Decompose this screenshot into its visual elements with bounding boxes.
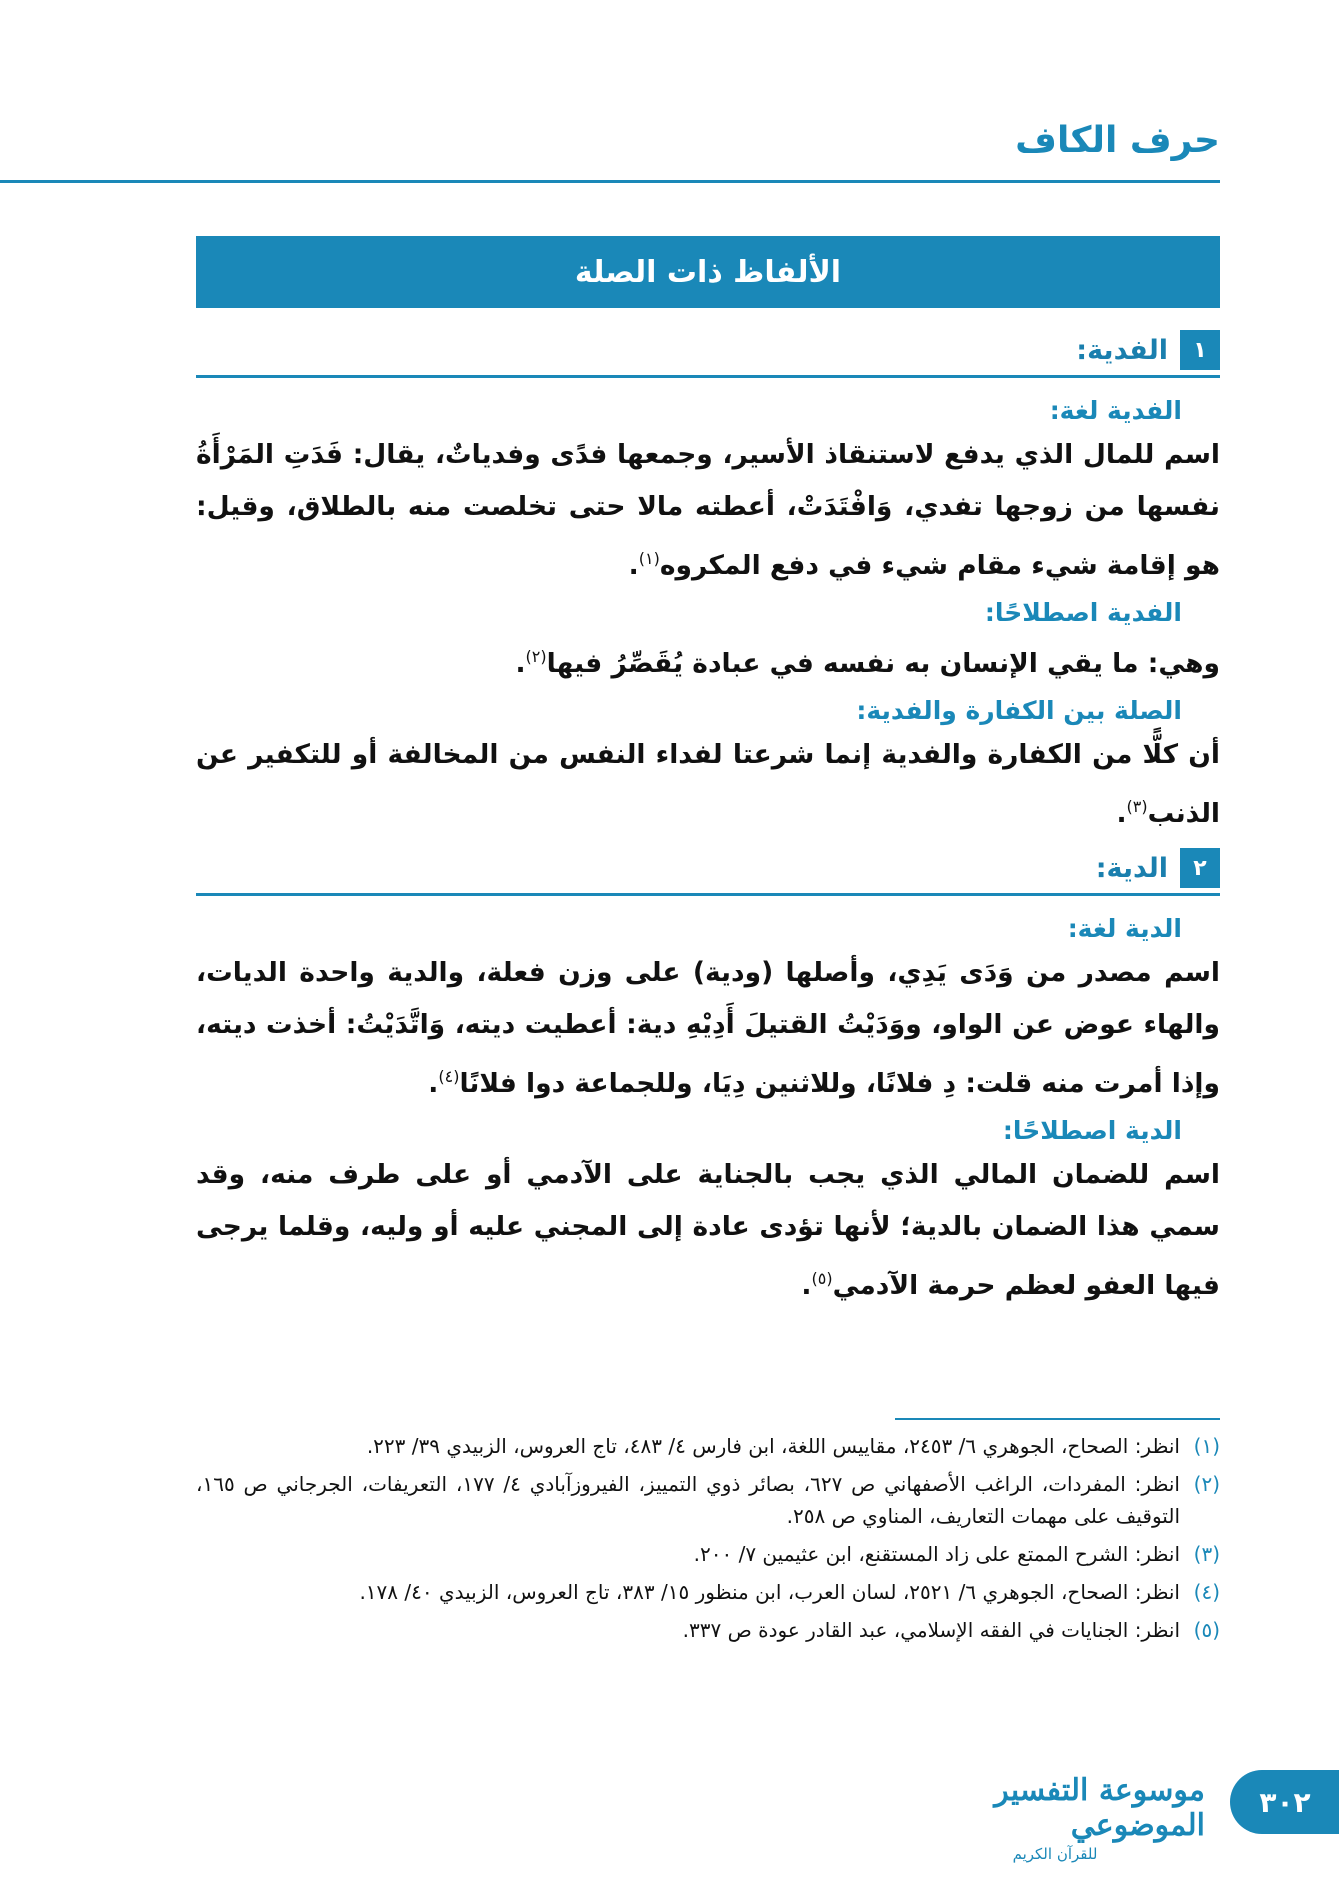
footnote-text: انظر: الصحاح، الجوهري ٦/ ٢٤٥٣، مقاييس اللغة، ابن فارس ٤/ ٤٨٣، تاج العروس، الزبيدي ٣٩/ ٢٢٣. [366,1434,1180,1458]
footnotes [196,1430,1220,1652]
paragraph-text: وهي: ما يقي الإنسان به نفسه في عبادة يُقَصِّرُ فيها [546,647,1220,679]
footnote-ref[interactable]: (٤) [438,1067,460,1087]
subheading: الصلة بين الكفارة والفدية: [856,695,1182,725]
footnote-text: انظر: المفردات، الراغب الأصفهاني ص ٦٢٧، بصائر ذوي التمييز، الفيروزآبادي ٤/ ١٧٧، التعريفات، الجرجاني ص ١٦٥، التوقيف على مهمات التعاريف، المناوي ص ٢٥٨. [196,1472,1180,1528]
footnote-ref[interactable]: (٢) [525,646,547,666]
footnote-ref[interactable]: (٣) [1126,796,1148,816]
footnote-text: انظر: الصحاح، الجوهري ٦/ ٢٥٢١، لسان العرب، ابن منظور ١٥/ ٣٨٣، تاج العروس، الزبيدي ٤٠/ ١٧٨. [359,1580,1180,1604]
banner-title: الألفاظ ذات الصلة [574,254,842,290]
footnote-number: (٤) [1193,1580,1220,1604]
footnote-ref[interactable]: (٥) [811,1269,833,1289]
footnote [196,1430,1220,1462]
paragraph: اسم مصدر من وَدَى يَدِي، وأصلها (ودية) على وزن فعلة، والدية واحدة الديات، والهاء عوض عن الواو، ووَدَيْتُ القتيلَ أَدِيْهِ دية: أعطيت ديته، وَاتَّدَيْتُ: أخذت ديته، وإذا أمرت منه قلت: دِ فلانًا، وللاثنين دِيَا، وللجماعة دوا فلانًا$^{(٤)}$. [196,957,1220,1100]
section-heading [196,325,1220,378]
section-banner [196,236,1220,308]
page-number: ٣٠٢ [1230,1770,1339,1834]
footnote-rule [895,1418,1220,1420]
logo-title: موسوعة التفسير الموضوعي [994,1773,1205,1843]
paragraph: وهي: ما يقي الإنسان به نفسه في عبادة يُقَصِّرُ فيها$^{(٢)}$. [515,646,1220,679]
main-content [196,325,1220,1316]
subheading: الفدية لغة: [1049,396,1182,425]
paragraph: اسم للضمان المالي الذي يجب بالجناية على الآدمي أو على طرف منه، وقد سمي هذا الضمان بالدية؛ لأنها تؤدى عادة إلى المجني عليه أو وليه، وقلما يرجى فيها العفو لعظم حرمة الآدمي$^{(٥)}$. [196,1159,1220,1302]
subheading: الدية لغة: [1067,914,1182,944]
header-rule [0,180,1220,183]
section-title: الفدية: [1076,334,1168,366]
footnote-number: (١) [1193,1434,1220,1458]
footnote-ref[interactable]: (١) [638,549,660,568]
footnote-number: (٥) [1193,1618,1220,1642]
section-2 [196,843,1220,1312]
section-1 [196,325,1220,839]
subheading: الدية اصطلاحًا: [1002,1116,1182,1146]
footnote [196,1538,1220,1570]
paragraph-text: اسم مصدر من وَدَى يَدِي، وأصلها (ودية) على وزن فعلة، والدية واحدة الديات، والهاء عوض عن الواو، ووَدَيْتُ القتيلَ أَدِيْهِ دية: أعطيت ديته، وَاتَّدَيْتُ: أخذت ديته، وإذا أمرت منه قلت: دِ فلانًا، وللاثنين دِيَا، وللجماعة دوا فلانًا [196,957,1220,1100]
footnote-number: (٢) [1193,1472,1220,1496]
footnote-number: (٣) [1193,1542,1220,1566]
footnote [196,1468,1220,1532]
encyclopedia-logo [905,1773,1205,1863]
paragraph-text: اسم للضمان المالي الذي يجب بالجناية على الآدمي أو على طرف منه، وقد سمي هذا الضمان بالدية؛ لأنها تؤدى عادة إلى المجني عليه أو وليه، وقلما يرجى فيها العفو لعظم حرمة الآدمي [196,1159,1220,1302]
logo-subtitle: للقرآن الكريم [1012,1845,1098,1863]
footnote [196,1614,1220,1646]
section-heading [196,843,1220,896]
section-title: الدية: [1095,852,1168,884]
footnote-text: انظر: الجنايات في الفقه الإسلامي، عبد القادر عودة ص ٣٣٧. [682,1618,1180,1642]
footnote [196,1576,1220,1608]
paragraph-text: اسم للمال الذي يدفع لاستنقاذ الأسير، وجمعها فدًى وفدياتٌ، يقال: فَدَتِ المَرْأَةُ نفسها من زوجها تفدي، وَافْتَدَتْ، أعطته مالا حتى تخلصت منه بالطلاق، وقيل: هو إقامة شيء مقام شيء في دفع المكروه [196,439,1220,581]
section-number: ٢ [1180,848,1220,888]
paragraph: اسم للمال الذي يدفع لاستنقاذ الأسير، وجمعها فدًى وفدياتٌ، يقال: فَدَتِ المَرْأَةُ نفسها من زوجها تفدي، وَافْتَدَتْ، أعطته مالا حتى تخلصت منه بالطلاق، وقيل: هو إقامة شيء مقام شيء في دفع المكروه$^{(١)}$. [196,439,1220,581]
running-header: حرف الكاف [1015,120,1220,161]
footnote-text: انظر: الشرح الممتع على زاد المستقنع، ابن عثيمين ٧/ ٢٠٠. [693,1542,1180,1566]
subheading: الفدية اصطلاحًا: [984,597,1182,627]
paragraph: أن كلًّا من الكفارة والفدية إنما شرعتا لفداء النفس من المخالفة أو للتكفير عن الذنب$^{(٣)}$. [196,738,1220,829]
paragraph-text: أن كلًّا من الكفارة والفدية إنما شرعتا لفداء النفس من المخالفة أو للتكفير عن الذنب [196,738,1220,829]
section-number: ١ [1180,330,1220,370]
